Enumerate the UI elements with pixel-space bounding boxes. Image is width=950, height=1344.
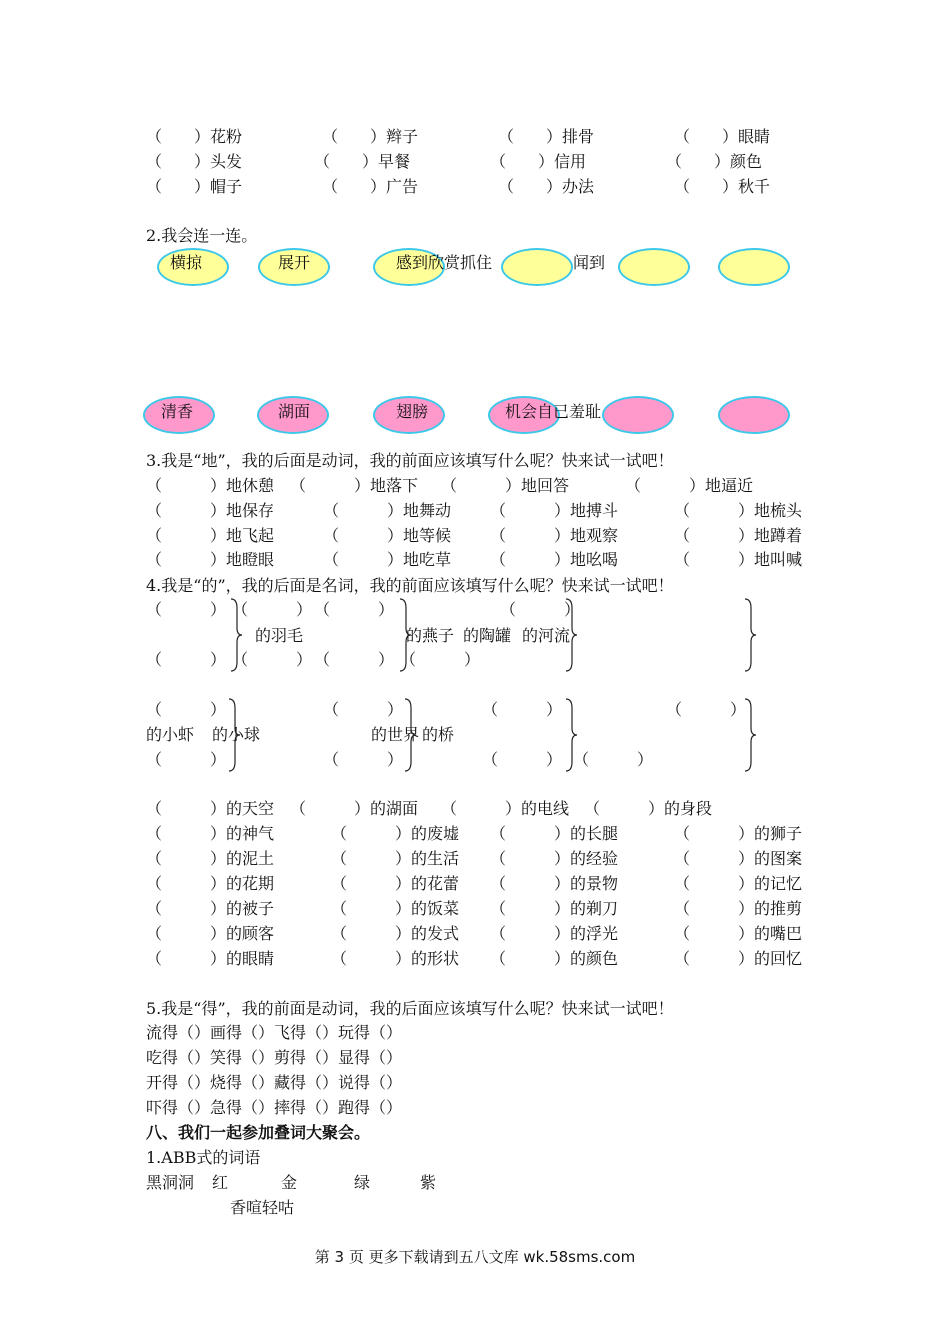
fill-item: （ ）眼睛 [674, 127, 771, 146]
oval-bottom-5[interactable] [602, 396, 674, 434]
abb-word: 紫 [420, 1173, 437, 1192]
oval-top-4[interactable] [501, 248, 573, 286]
fill-item: （ ）的推剪 [674, 899, 803, 918]
word: 的燕子 [406, 626, 455, 645]
brace-right-icon [564, 698, 578, 772]
fill-item: （ ）广告 [322, 177, 419, 196]
word: 的小虾 [146, 725, 195, 744]
fill-item: （ ）秋千 [674, 177, 771, 196]
brace-right-icon [227, 698, 241, 772]
fill-item: （ ）的生活 [331, 849, 460, 868]
section-5-title: 5.我是“得”，我的前面是动词，我的后面应该填写什么呢？快来试一试吧！ [146, 999, 674, 1018]
word: 的河流 [522, 626, 571, 645]
section-8-sub: 1.ABB式的词语 [146, 1148, 261, 1167]
fill-item: （ ）地休憩 [146, 476, 275, 495]
oval-top-5[interactable] [618, 248, 690, 286]
oval-bottom-6[interactable] [718, 396, 790, 434]
section-5-row: 开得（）烧得（）藏得（）说得（） [146, 1073, 403, 1092]
section-5-row: 吓得（）急得（）摔得（）跑得（） [146, 1098, 403, 1117]
abb-word: 金 [281, 1173, 298, 1192]
fill-item: （ ）地等候 [323, 526, 452, 545]
fill-item: （ ）的神气 [146, 824, 275, 843]
fill-item: （ ）辫子 [322, 127, 419, 146]
paren: （ ） [482, 700, 563, 719]
fill-item: （ ）的狮子 [674, 824, 803, 843]
word-top-4: 闻到 [573, 253, 606, 272]
word: 的羽毛 [255, 626, 304, 645]
paren: （ ） [146, 750, 227, 769]
page-footer: 第 3 页 更多下载请到五八文库 wk.58sms.com [314, 1248, 636, 1266]
word: 的桥 [422, 725, 455, 744]
fill-item: （ ）的剃刀 [490, 899, 619, 918]
brace-right-icon [743, 598, 757, 672]
fill-item: （ ）的花蕾 [331, 874, 460, 893]
fill-item: （ ）的泥土 [146, 849, 275, 868]
fill-item: （ ）地瞪眼 [146, 550, 275, 569]
fill-item: （ ）的长腿 [490, 824, 619, 843]
word: 的世界 [371, 725, 420, 744]
section-4-title: 4.我是“的”，我的后面是名词，我的前面应该填写什么呢？快来试一试吧！ [146, 576, 674, 595]
paren: （ ） [232, 650, 313, 669]
word-top-2: 展开 [278, 253, 311, 272]
fill-item: （ ）地保存 [146, 501, 275, 520]
fill-item: （ ）的图案 [674, 849, 803, 868]
paren: （ ） [500, 600, 581, 619]
fill-item: （ ）地吃草 [323, 550, 452, 569]
paren: （ ） [146, 700, 227, 719]
brace-right-icon [229, 598, 243, 672]
fill-item: （ ）的回忆 [674, 949, 803, 968]
fill-item: （ ）花粉 [146, 127, 243, 146]
fill-item: （ ）的饭菜 [331, 899, 460, 918]
fill-item: （ ）的嘴巴 [674, 924, 803, 943]
fill-item: （ ）的天空 [146, 799, 275, 818]
fill-item: （ ）的湖面 [290, 799, 419, 818]
section-5-row: 吃得（）笑得（）剪得（）显得（） [146, 1048, 403, 1067]
section-8-title: 八、我们一起参加叠词大聚会。 [146, 1123, 371, 1142]
fill-item: （ ）地吆喝 [490, 550, 619, 569]
paren: （ ） [323, 700, 404, 719]
fill-item: （ ）的经验 [490, 849, 619, 868]
paren: （ ） [482, 750, 563, 769]
fill-item: （ ）的被子 [146, 899, 275, 918]
fill-item: （ ）的电线 [441, 799, 570, 818]
brace-right-icon [398, 598, 412, 672]
paren: （ ） [666, 700, 747, 719]
paren: （ ） [400, 650, 481, 669]
fill-item: （ ）排骨 [498, 127, 595, 146]
fill-item: （ ）的花期 [146, 874, 275, 893]
fill-item: （ ）的记忆 [674, 874, 803, 893]
paren: （ ） [314, 650, 395, 669]
fill-item: （ ）地回答 [441, 476, 570, 495]
paren: （ ） [314, 600, 395, 619]
word-top-3: 感到欣赏抓住 [396, 253, 493, 272]
brace-right-icon [743, 698, 757, 772]
fill-item: （ ）的眼睛 [146, 949, 275, 968]
paren: （ ） [146, 600, 227, 619]
word-bottom-2: 湖面 [278, 402, 311, 421]
fill-item: （ ）办法 [498, 177, 595, 196]
brace-right-icon [403, 698, 417, 772]
word-bottom-3: 翅膀 [396, 402, 429, 421]
fill-item: （ ）地搏斗 [490, 501, 619, 520]
fill-item: （ ）地逼近 [625, 476, 754, 495]
section-2-title: 2.我会连一连。 [146, 226, 258, 245]
fill-item: （ ）地蹲着 [674, 526, 803, 545]
paren: （ ） [146, 650, 227, 669]
fill-item: （ ）地舞动 [323, 501, 452, 520]
fill-item: （ ）的顾客 [146, 924, 275, 943]
fill-item: （ ）地叫喊 [674, 550, 803, 569]
fill-item: （ ）地飞起 [146, 526, 275, 545]
fill-item: （ ）帽子 [146, 177, 243, 196]
fill-item: （ ）地观察 [490, 526, 619, 545]
fill-item: （ ）的形状 [331, 949, 460, 968]
fill-item: （ ）的颜色 [490, 949, 619, 968]
fill-item: （ ）的景物 [490, 874, 619, 893]
fill-item: （ ）地梳头 [674, 501, 803, 520]
fill-item: （ ）早餐 [314, 152, 411, 171]
oval-top-6[interactable] [718, 248, 790, 286]
paren: （ ） [232, 600, 313, 619]
fill-item: （ ）的发式 [331, 924, 460, 943]
fill-item: （ ）的废墟 [331, 824, 460, 843]
brace-right-icon [564, 598, 578, 672]
section-5-row: 流得（）画得（）飞得（）玩得（） [146, 1023, 403, 1042]
paren: （ ） [323, 750, 404, 769]
word-bottom-4: 机会自已羞耻 [505, 402, 602, 421]
fill-item: （ ）地落下 [290, 476, 419, 495]
abb-word: 黑洞洞 [146, 1173, 195, 1192]
paren: （ ） [573, 750, 654, 769]
fill-item: （ ）颜色 [666, 152, 763, 171]
abb-extra: 香喧轻咕 [230, 1198, 295, 1217]
fill-item: （ ）信用 [490, 152, 587, 171]
word-top-1: 横掠 [170, 253, 203, 272]
fill-item: （ ）头发 [146, 152, 243, 171]
abb-word: 绿 [354, 1173, 371, 1192]
fill-item: （ ）的浮光 [490, 924, 619, 943]
word: 的小球 [212, 725, 261, 744]
section-3-title: 3.我是“地”，我的后面是动词，我的前面应该填写什么呢？快来试一试吧！ [146, 451, 674, 470]
word-bottom-1: 清香 [161, 402, 194, 421]
fill-item: （ ）的身段 [584, 799, 713, 818]
word: 的陶罐 [463, 626, 512, 645]
abb-word: 红 [212, 1173, 229, 1192]
